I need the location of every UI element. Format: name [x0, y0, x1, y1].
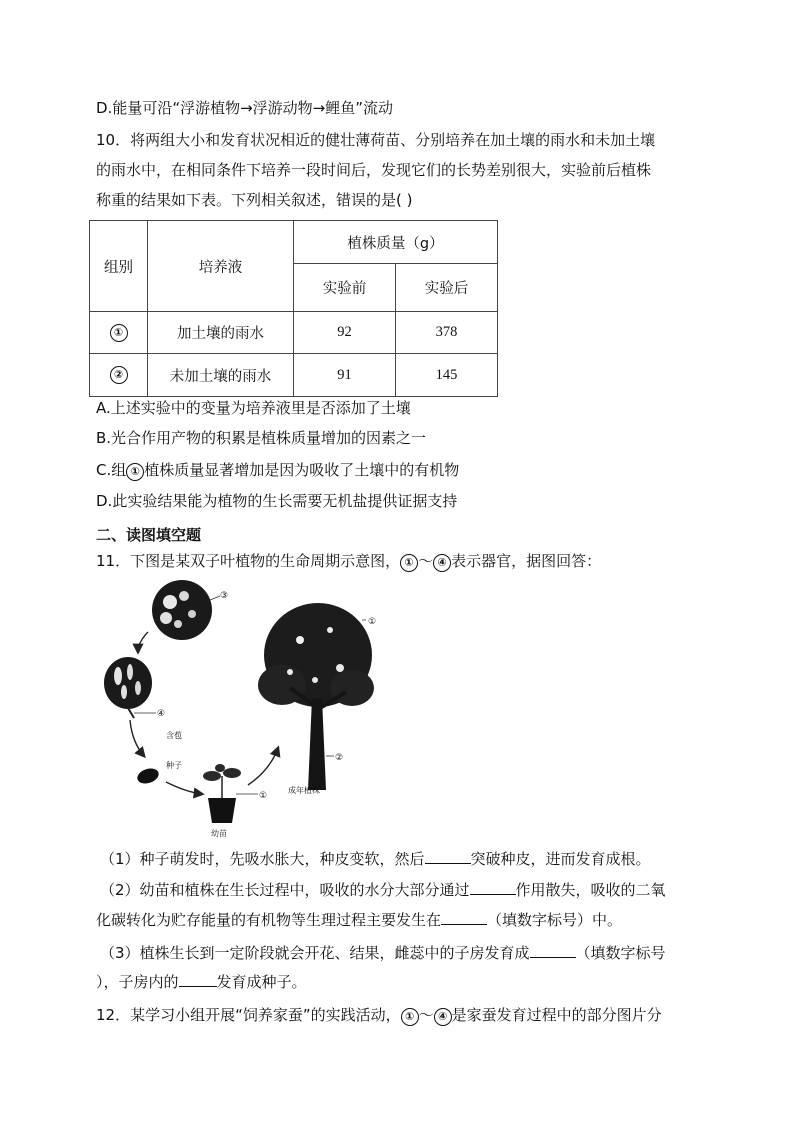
- seed-image: [135, 766, 160, 786]
- label-seedling: 幼苗: [211, 829, 227, 838]
- label-1b: ①: [259, 791, 268, 801]
- q11-sub1: [100, 849, 651, 869]
- label-hanbao: 含苞: [166, 731, 182, 740]
- q12-tilde: ～: [418, 1006, 434, 1024]
- row-after: 145: [396, 354, 498, 397]
- q11-sub2-text-c: 化碳转化为贮存能量的有机物等生理过程主要发生在: [96, 911, 442, 929]
- seedling-image: [203, 764, 241, 823]
- option-d-prev: D.能量可沿“浮游植物→浮游动物→鲤鱼”流动: [96, 99, 393, 117]
- label-3: ③: [220, 591, 229, 601]
- q12-stem-prefix: 12．某学习小组开展“饲养家蚕”的实践活动，: [96, 1006, 401, 1024]
- answer-blank-4[interactable]: [530, 943, 576, 958]
- option-b: B.光合作用产物的积累是植株质量增加的因素之一: [96, 429, 427, 447]
- header-group: 组别: [90, 221, 148, 312]
- q10-stem-line2: 的雨水中，在相同条件下培养一段时间后，发现它们的长势差别很大，实验前后植株: [96, 161, 652, 179]
- answer-blank-1[interactable]: [425, 849, 471, 864]
- row-id: ①: [110, 324, 128, 342]
- q10-stem-line3: 称重的结果如下表。下列相关叙述，错误的是( ): [96, 191, 413, 209]
- option-c: [96, 460, 459, 481]
- q11-tilde: ～: [418, 552, 434, 570]
- q11-sub3-text-d: 发育成种子。: [216, 973, 307, 991]
- q11-sub1-text-a: （1）种子萌发时，先吸水胀大，种皮变软，然后: [100, 850, 425, 868]
- header-mass: 植株质量（g）: [294, 221, 498, 264]
- row-before: 92: [294, 312, 396, 354]
- q11-mark-4: ④: [433, 554, 451, 572]
- option-c-prefix: C.组: [96, 461, 127, 479]
- adult-tree-image: [258, 603, 377, 790]
- plant-mass-table: [89, 220, 498, 397]
- header-medium: 培养液: [148, 221, 294, 312]
- q11-sub3-text-c: ），子房内的: [96, 973, 179, 991]
- q11-stem: [96, 551, 601, 572]
- option-c-mark: ①: [126, 463, 144, 481]
- q11-sub2-line2: [96, 910, 622, 930]
- flower-branch-image: [152, 580, 212, 640]
- option-c-text: 植株质量显著增加是因为吸收了土壤中的有机物: [144, 461, 460, 479]
- section-heading: 二、读图填空题: [96, 526, 202, 544]
- q11-sub2-text-d: （填数字标号）中。: [487, 911, 623, 929]
- q11-sub2-line1: [100, 880, 666, 900]
- answer-blank-5[interactable]: [179, 972, 217, 987]
- label-seed: 种子: [166, 761, 182, 770]
- table-row: [90, 354, 498, 397]
- row-id-cell: [90, 312, 148, 354]
- answer-blank-2[interactable]: [470, 880, 516, 895]
- answer-blank-3[interactable]: [441, 910, 487, 925]
- label-4: ④: [157, 709, 166, 719]
- label-adult: 成年植株: [288, 786, 320, 795]
- arrow-seedling-to-tree: [248, 748, 278, 785]
- q12-mark-1: ①: [401, 1008, 419, 1026]
- q11-sub3-text-a: （3）植株生长到一定阶段就会开花、结果，雌蕊中的子房发育成: [100, 944, 530, 962]
- option-d: D.此实验结果能为植物的生长需要无机盐提供证据支持: [96, 492, 458, 510]
- q11-sub2-text-a: （2）幼苗和植株在生长过程中，吸收的水分大部分通过: [100, 881, 470, 899]
- q11-mark-1: ①: [400, 554, 418, 572]
- label-1: ①: [368, 617, 377, 627]
- option-a: A.上述实验中的变量为培养液里是否添加了土壤: [96, 399, 411, 417]
- q12-stem: [96, 1005, 662, 1026]
- q11-sub3-line2: [96, 972, 307, 992]
- row-medium: 未加土壤的雨水: [148, 354, 294, 397]
- q12-stem-suffix: 是家蚕发育过程中的部分图片分: [451, 1006, 662, 1024]
- q10-stem-line1: 10．将两组大小和发育状况相近的健壮薄荷苗、分别培养在加土壤的雨水和未加土壤: [96, 131, 656, 149]
- arrow-fruit-to-seed: [130, 720, 144, 756]
- row-after: 378: [396, 312, 498, 354]
- fruit-branch-image: [104, 657, 152, 718]
- row-before: 91: [294, 354, 396, 397]
- q11-sub3-line1: [100, 943, 666, 963]
- row-id-cell: [90, 354, 148, 397]
- q12-mark-4: ④: [434, 1008, 452, 1026]
- arrow-seed-to-seedling: [166, 782, 202, 794]
- arrow-flower-to-fruit: [138, 632, 148, 652]
- row-medium: 加土壤的雨水: [148, 312, 294, 354]
- table-row: [90, 312, 498, 354]
- q11-stem-suffix: 表示器官，据图回答：: [451, 552, 602, 570]
- plant-life-cycle-figure: [100, 580, 400, 850]
- q11-sub2-text-b: 作用散失，吸收的二氧: [515, 881, 666, 899]
- header-after: 实验后: [396, 264, 498, 312]
- q11-sub1-text-b: 突破种皮，进而发育成根。: [470, 850, 651, 868]
- header-before: 实验前: [294, 264, 396, 312]
- q11-stem-prefix: 11．下图是某双子叶植物的生命周期示意图，: [96, 552, 401, 570]
- row-id: ②: [110, 366, 128, 384]
- label-2: ②: [335, 753, 344, 763]
- q11-sub3-text-b: （填数字标号: [575, 944, 666, 962]
